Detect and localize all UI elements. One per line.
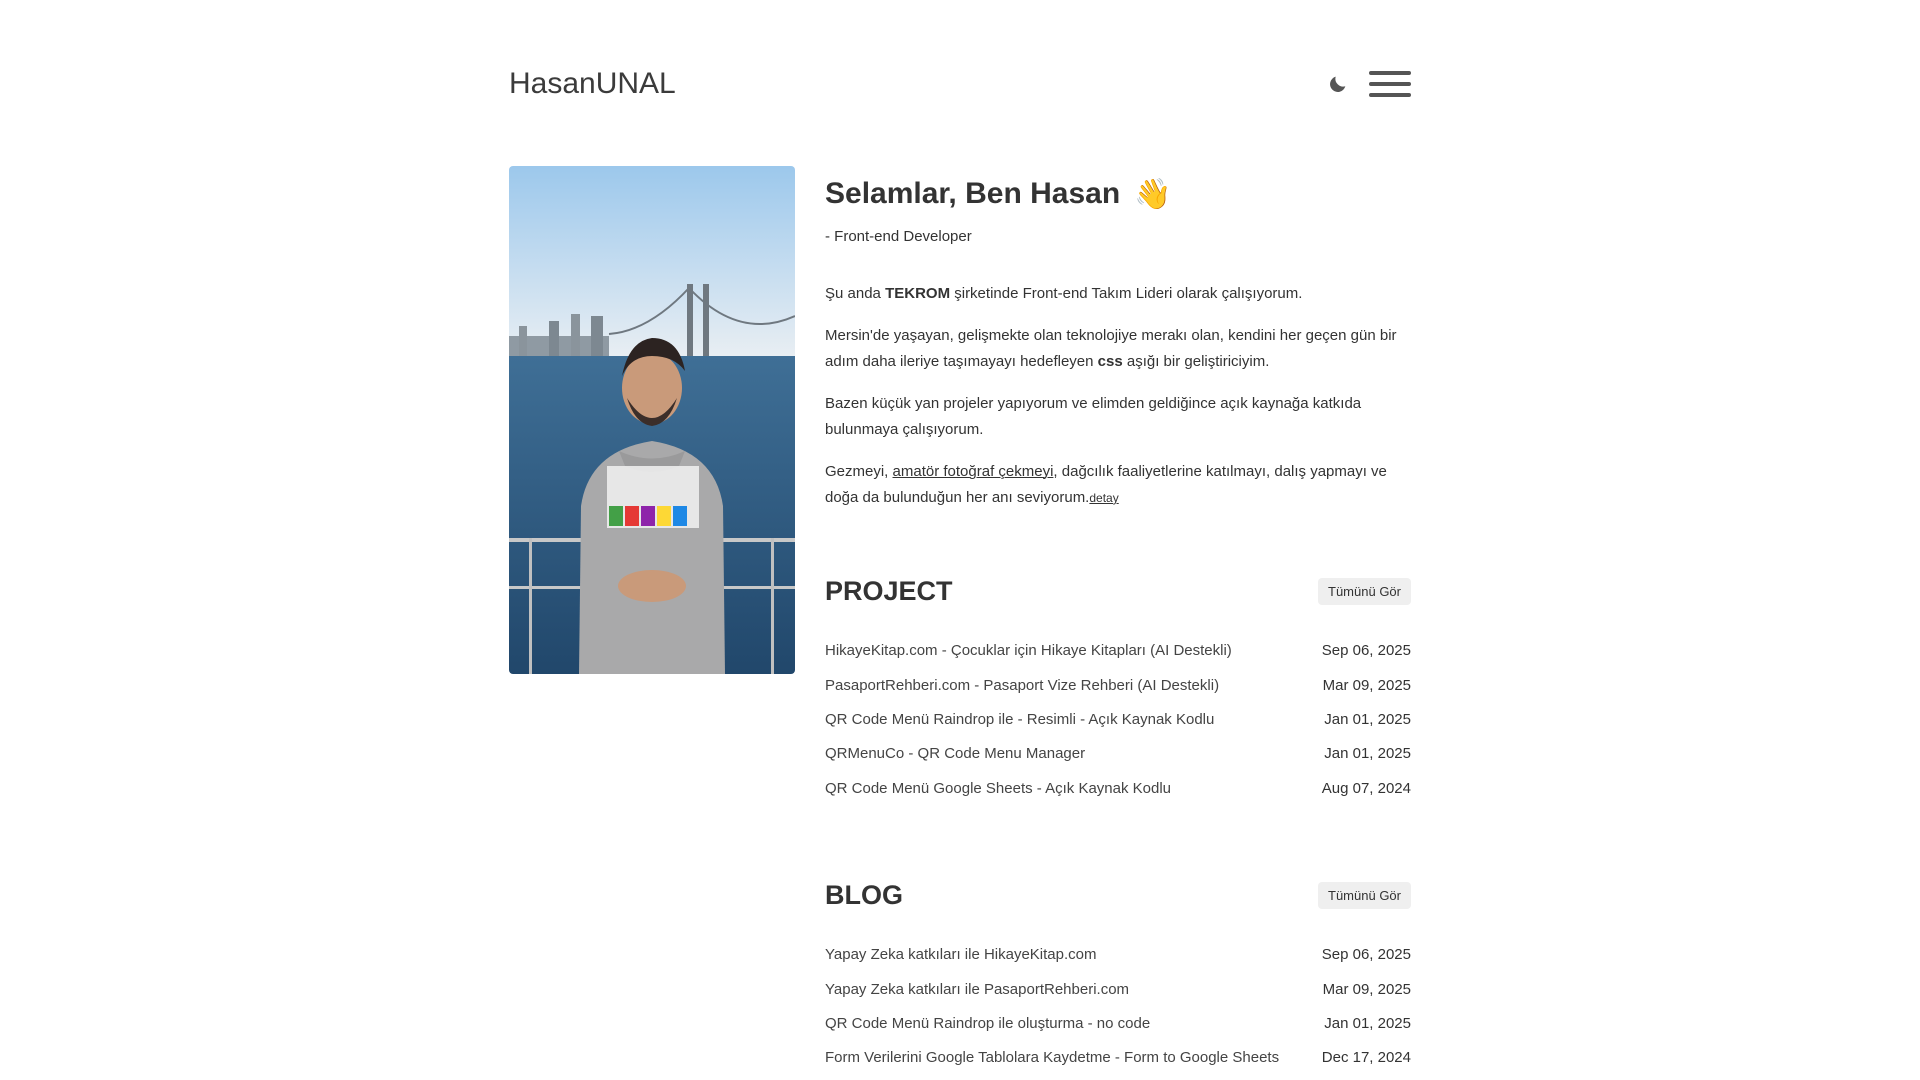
site-header (509, 64, 1411, 104)
bio-text: , dağcılık faaliyetlerine katılmayı, dalış yapmayı ve doğa da bulunduğun her anı seviyorum. (825, 462, 1387, 506)
main-content (509, 166, 1411, 1075)
list-item (825, 668, 1411, 702)
greeting-text: Selamlar, Ben Hasan (825, 177, 1121, 210)
projects-list (825, 634, 1411, 806)
profile-photo (509, 166, 795, 674)
project-link[interactable]: QR Code Menü Raindrop ile - Resimli - Açık Kaynak Kodlu (825, 710, 1215, 728)
list-item (825, 737, 1411, 771)
waving-hand-emoji: 👋 (1134, 177, 1172, 211)
projects-title: PROJECT (825, 576, 953, 606)
content-column (825, 166, 1411, 1075)
job-subtitle: - Front-end Developer (825, 228, 972, 245)
project-date: Mar 09, 2025 (1322, 676, 1411, 694)
bio-text: Şu anda (825, 285, 886, 302)
blog-post-link[interactable]: Form Verilerini Google Tablolara Kaydetme - Form to Google Sheets (825, 1049, 1280, 1067)
blog-post-date: Dec 17, 2024 (1321, 1049, 1411, 1067)
project-date: Jan 01, 2025 (1324, 745, 1411, 763)
menu-bar (1369, 82, 1411, 86)
list-item (825, 937, 1411, 971)
list-item (825, 771, 1411, 805)
projects-section (825, 572, 1411, 806)
list-item (825, 972, 1411, 1006)
blog-post-link[interactable]: Yapay Zeka katkıları ile HikayeKitap.com (825, 946, 1097, 964)
project-link[interactable]: HikayeKitap.com - Çocuklar için Hikaye Kitapları (AI Destekli) (825, 642, 1232, 660)
project-link[interactable]: QR Code Menü Google Sheets - Açık Kaynak Kodlu (825, 779, 1172, 797)
moon-icon[interactable] (1325, 71, 1351, 97)
bio-paragraph (825, 281, 1411, 308)
project-date: Sep 06, 2025 (1321, 642, 1411, 660)
blog-list (825, 937, 1411, 1075)
bio-paragraph: Bazen küçük yan projeler yapıyorum ve elimden geldiğince açık kaynağa katkıda bulunmaya çalışıyorum. (825, 394, 1362, 438)
menu-bar (1369, 71, 1411, 75)
project-date: Jan 01, 2025 (1324, 710, 1411, 728)
list-item (825, 634, 1411, 668)
bio-text: şirketinde Front-end Takım Lideri olarak çalışıyorum. (950, 285, 1303, 302)
blog-title: BLOG (825, 879, 903, 910)
project-link[interactable]: PasaportRehberi.com - Pasaport Vize Rehberi (AI Destekli) (825, 676, 1220, 694)
bio-text: Mersin'de yaşayan, gelişmekte olan teknolojiye merakı olan, kendini her geçen gün bir adım daha ileriye taşımayayı hedefleyen (825, 326, 1397, 370)
greeting-heading (825, 174, 1411, 214)
photography-link[interactable]: amatör fotoğraf çekmeyi (892, 462, 1054, 480)
page-container (509, 0, 1411, 1075)
photo-column (509, 166, 795, 1075)
list-item (825, 1006, 1411, 1040)
blog-section-header (825, 875, 1411, 915)
detail-link[interactable]: detay (1089, 491, 1119, 505)
bio-text: aşığı bir geliştiriciyim. (1122, 353, 1270, 370)
header-actions (1325, 69, 1411, 99)
blog-post-date: Jan 01, 2025 (1324, 1014, 1411, 1032)
projects-section-header (825, 572, 1411, 612)
bio-paragraph (825, 323, 1411, 376)
blog-see-all-button[interactable]: Tümünü Gör (1318, 882, 1411, 909)
list-item (825, 702, 1411, 736)
bio-section (825, 281, 1411, 512)
projects-see-all-button[interactable]: Tümünü Gör (1318, 578, 1411, 605)
menu-bar (1369, 93, 1411, 97)
blog-post-date: Mar 09, 2025 (1322, 980, 1411, 998)
blog-section (825, 875, 1411, 1075)
bio-paragraph (825, 459, 1411, 512)
hamburger-menu-icon[interactable] (1369, 69, 1411, 99)
project-date: Aug 07, 2024 (1321, 779, 1411, 797)
blog-post-date: Sep 06, 2025 (1321, 946, 1411, 964)
bio-emphasis: css (1097, 353, 1123, 370)
project-link[interactable]: QRMenuCo - QR Code Menu Manager (825, 745, 1086, 763)
brand-logo-link[interactable]: HasanUNAL (509, 67, 676, 100)
blog-post-link[interactable]: QR Code Menü Raindrop ile oluşturma - no code (825, 1014, 1151, 1032)
bio-text: Gezmeyi, (825, 462, 893, 480)
company-name: TEKROM (885, 285, 951, 302)
blog-post-link[interactable]: Yapay Zeka katkıları ile PasaportRehberi.com (825, 980, 1130, 998)
list-item (825, 1041, 1411, 1075)
